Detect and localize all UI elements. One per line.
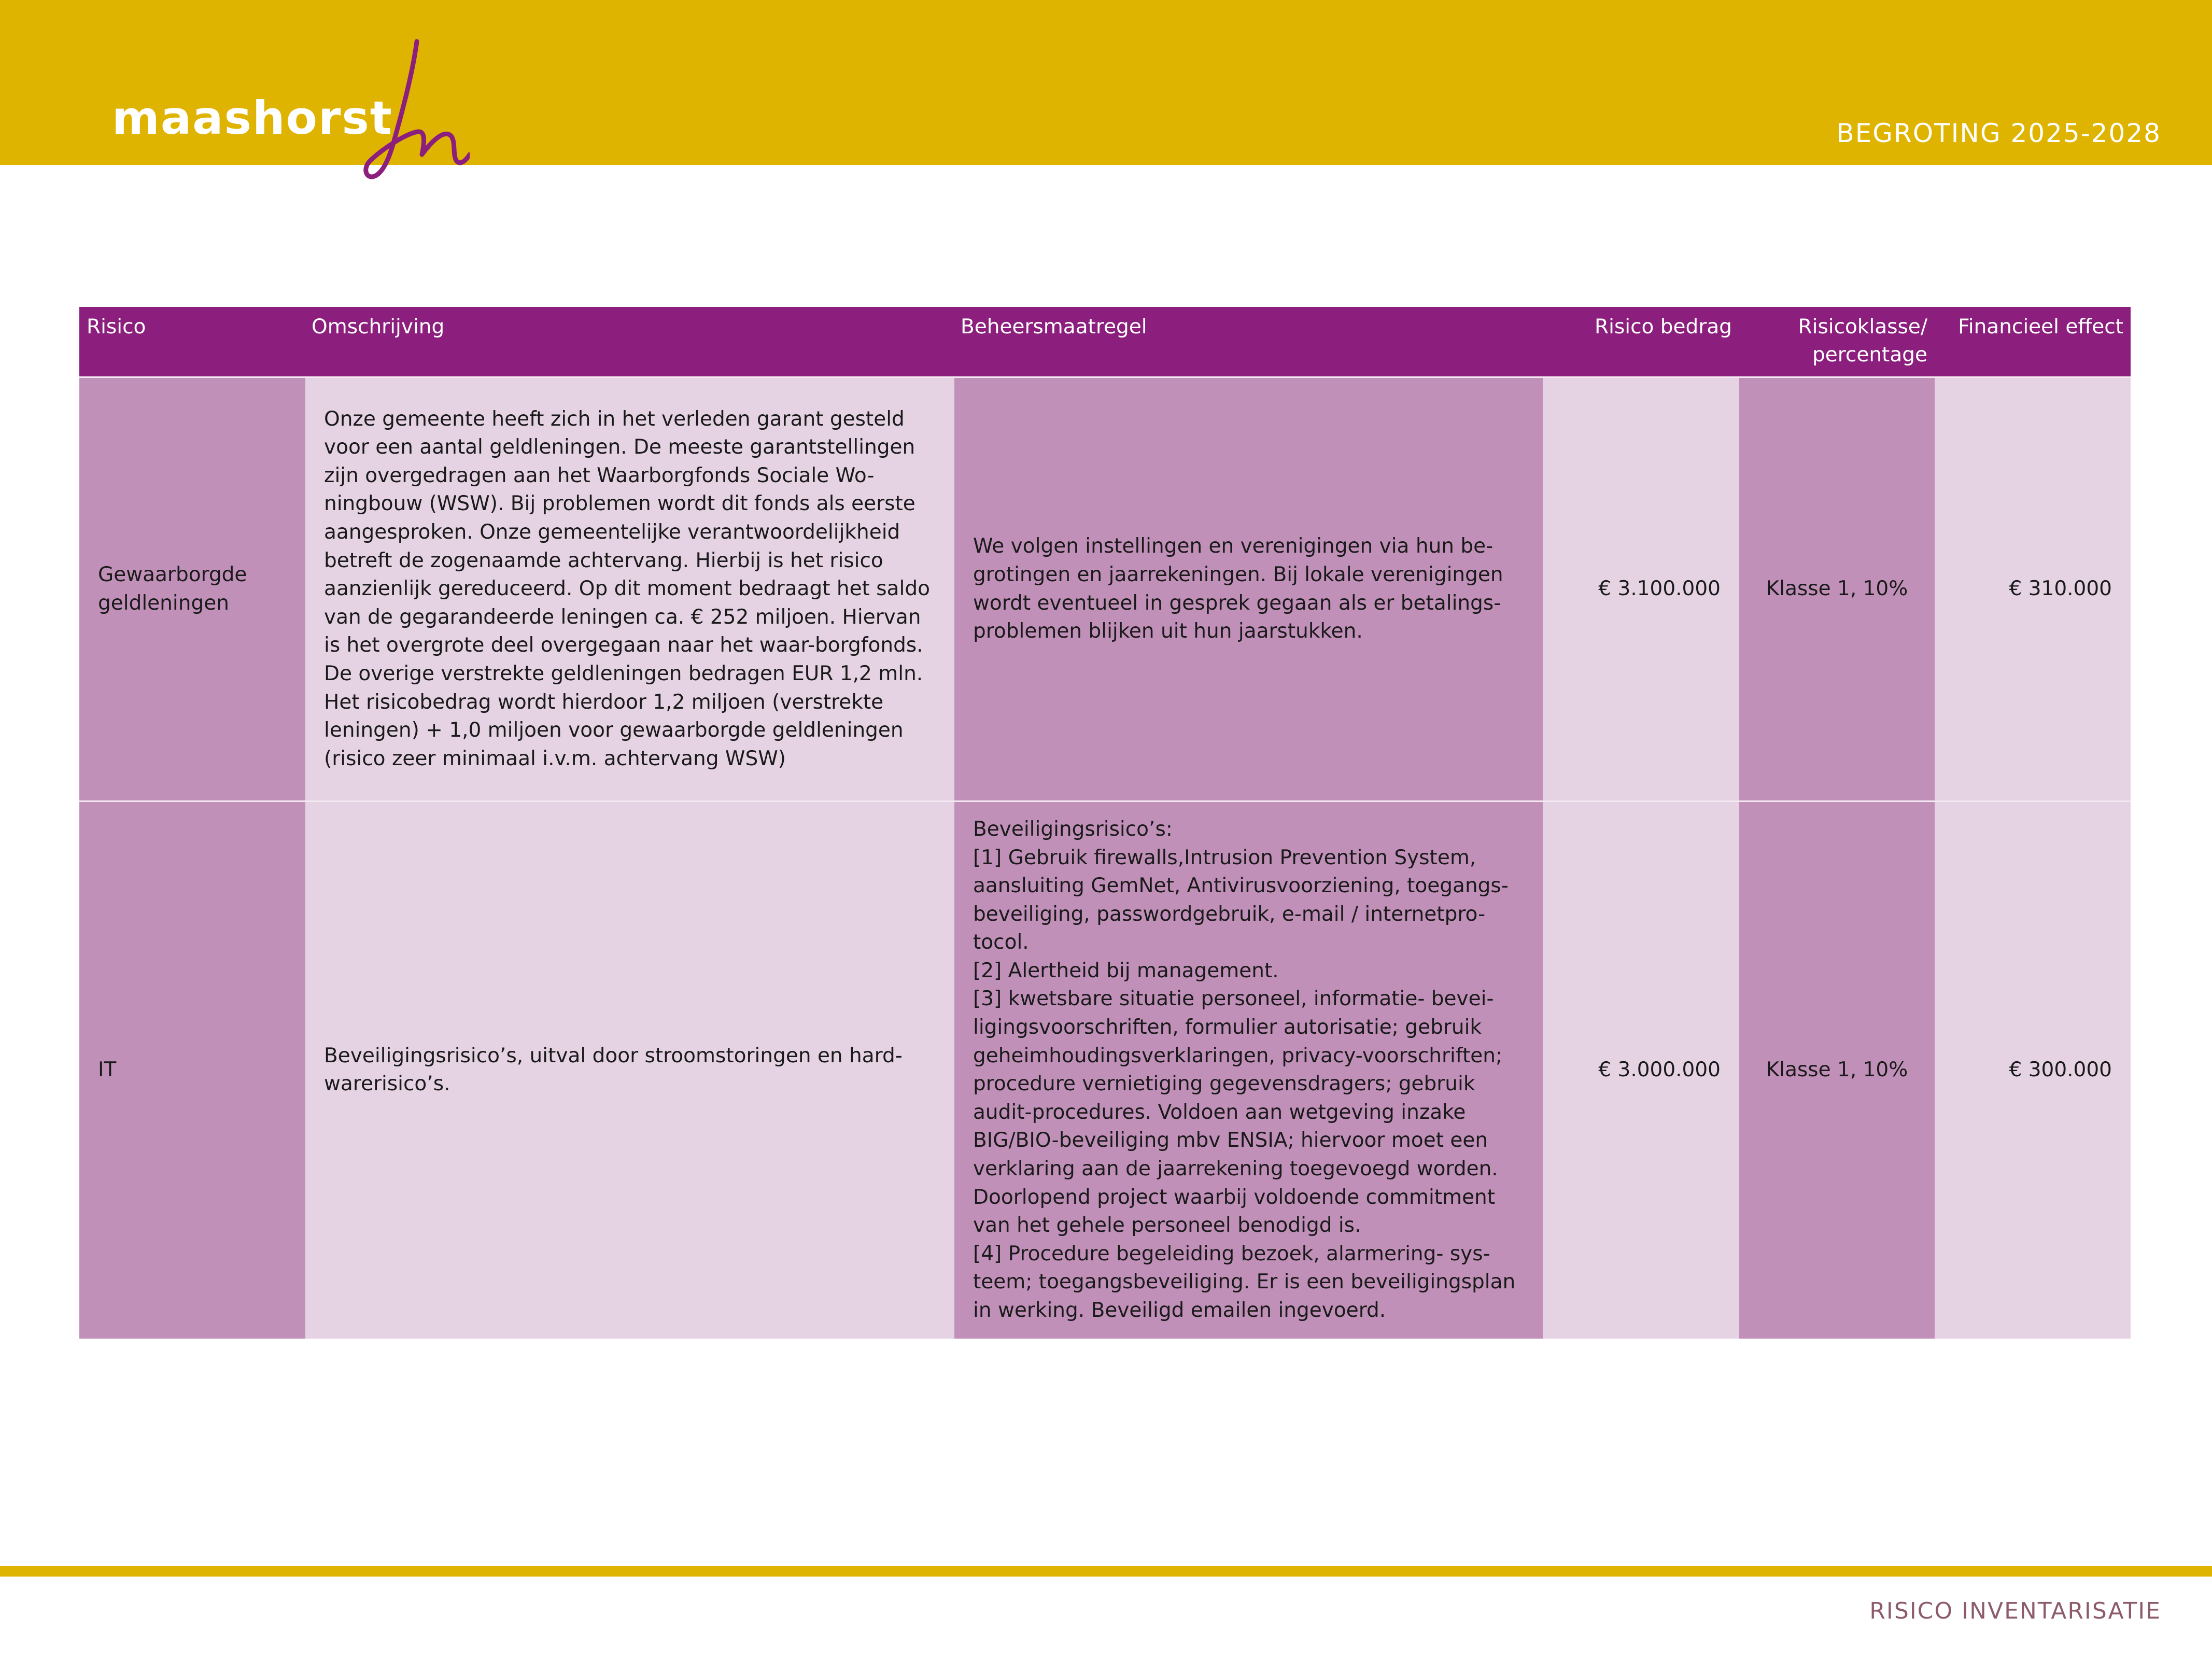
column-header-risicoklasse: Risicoklasse/ percentage	[1739, 307, 1935, 377]
cell-risicoklasse: Klasse 1, 10%	[1739, 802, 1935, 1339]
cell-omschrijving: Onze gemeente heeft zich in het verleden garant gesteld voor een aantal geldleningen. De meeste garantstellingen zijn overgedragen aan het Waarborgfonds Sociale Wo-ningbouw (WSW). Bij problemen wordt dit fonds als eerste aangesproken. Onze gemeentelijke verantwoordelijkheid betreft de zogenaamde achtervang. Hierbij is het risico aanzienlijk gereduceerd. Op dit moment bedraagt het saldo van de gegarandeerde leningen ca. € 252 miljoen. Hiervan is het overgrote deel overgegaan naar het waar-borgfonds. De overige verstrekte geldleningen bedragen EUR 1,2 mln. Het risicobedrag wordt hierdoor 1,2 miljoen (verstrekte leningen) + 1,0 miljoen voor gewaarborgde geldleningen (risico zeer minimaal i.v.m. achtervang WSW)	[305, 377, 954, 802]
logo-text: maashorst	[112, 91, 393, 145]
maashorst-logo	[112, 37, 464, 182]
risk-table	[79, 307, 2131, 1339]
cell-risico-bedrag: € 3.000.000	[1543, 802, 1739, 1339]
cell-financieel-effect: € 310.000	[1935, 377, 2131, 802]
column-header-omschrijving: Omschrijving	[305, 307, 954, 377]
footer-line	[0, 1566, 2212, 1577]
table-header-row	[79, 307, 2131, 377]
column-header-risico: Risico	[79, 307, 305, 377]
column-header-beheersmaatregel: Beheersmaatregel	[954, 307, 1543, 377]
cell-risico: IT	[79, 802, 305, 1339]
table-row	[79, 802, 2131, 1339]
logo-h-mark-icon	[356, 37, 470, 182]
cell-risicoklasse: Klasse 1, 10%	[1739, 377, 1935, 802]
cell-beheersmaatregel: We volgen instellingen en verenigingen via hun be-grotingen en jaarrekeningen. Bij lokale verenigingen wordt eventueel in gesprek gegaan als er betalings-problemen blijken uit hun jaarstukken.	[954, 377, 1543, 802]
document-title: BEGROTING 2025-2028	[1836, 118, 2161, 148]
cell-omschrijving: Beveiligingsrisico’s, uitval door stroomstoringen en hard-warerisico’s.	[305, 802, 954, 1339]
column-header-risico-bedrag: Risico bedrag	[1543, 307, 1739, 377]
cell-beheersmaatregel: Beveiligingsrisico’s: [1] Gebruik firewalls,Intrusion Prevention System, aansluiting GemNet, Antivirusvoorziening, toegangs-beveiliging, passwordgebruik, e-mail / internetpro-tocol. [2] Alertheid bij management. [3] kwetsbare situatie personeel, informatie- bevei-ligingsvoorschriften, formulier autorisatie; gebruik geheimhoudingsverklaringen, privacy-voorschriften; procedure vernietiging gegevensdragers; gebruik audit-procedures. Voldoen aan wetgeving inzake BIG/BIO-beveiliging mbv ENSIA; hiervoor moet een verklaring aan de jaarrekening toegevoegd worden. Doorlopend project waarbij voldoende commitment van het gehele personeel benodigd is. [4] Procedure begeleiding bezoek, alarmering- sys-teem; toegangsbeveiliging. Er is een beveiligingsplan in werking. Beveiligd emailen ingevoerd.	[954, 802, 1543, 1339]
cell-financieel-effect: € 300.000	[1935, 802, 2131, 1339]
cell-risico: Gewaarborgde geldleningen	[79, 377, 305, 802]
table-row	[79, 377, 2131, 802]
column-header-financieel-effect: Financieel effect	[1935, 307, 2131, 377]
cell-risico-bedrag: € 3.100.000	[1543, 377, 1739, 802]
footer-title: RISICO INVENTARISATIE	[1869, 1598, 2161, 1624]
